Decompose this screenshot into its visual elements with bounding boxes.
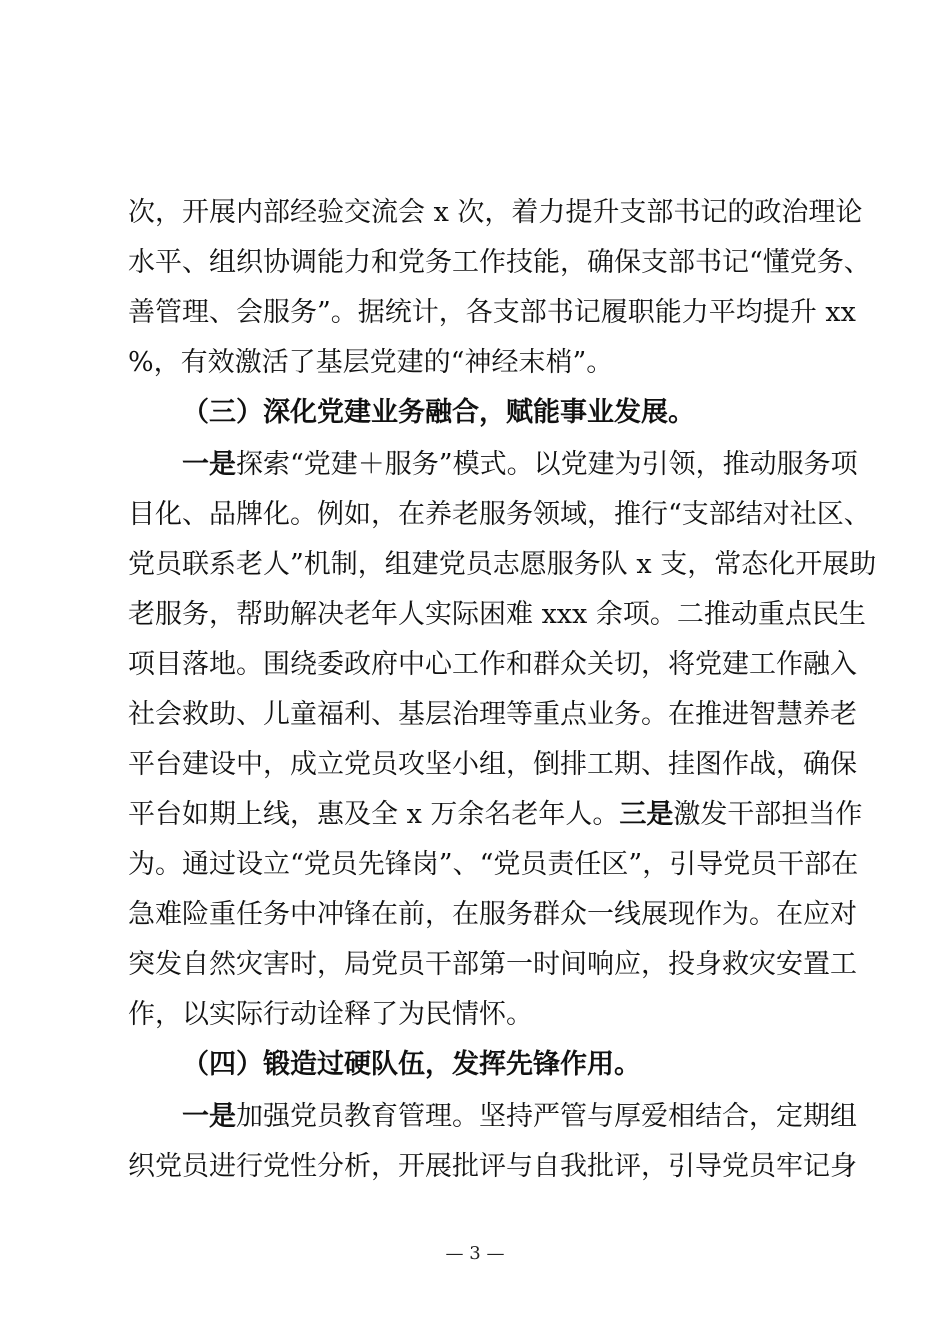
paragraph-text: 探索“党建＋服务”模式。以党建为引领，推动服务项 xyxy=(236,449,858,480)
body-line-1: 次，开展内部经验交流会 x 次，着力提升支部书记的政治理论 xyxy=(128,197,863,228)
section-3-paragraph-line-1 xyxy=(182,446,858,484)
paragraph-text: 平台如期上线，惠及全 x 万余名老年人。 xyxy=(128,799,620,830)
section-3-paragraph-line-9: 为。通过设立“党员先锋岗”、“党员责任区”，引导党员干部在 xyxy=(128,849,859,880)
body-line-4: %，有效激活了基层党建的“神经末梢”。 xyxy=(128,347,614,378)
section-4-heading: （四）锻造过硬队伍，发挥先锋作用。 xyxy=(182,1049,641,1080)
section-3-paragraph-line-8 xyxy=(128,796,863,834)
section-3-paragraph-line-7: 平台建设中，成立党员攻坚小组，倒排工期、挂图作战，确保 xyxy=(128,749,857,780)
section-3-paragraph-line-6: 社会救助、儿童福利、基层治理等重点业务。在推进智慧养老 xyxy=(128,699,857,730)
section-3-paragraph-line-5: 项目落地。围绕委政府中心工作和群众关切，将党建工作融入 xyxy=(128,649,857,680)
section-3-paragraph-line-11: 突发自然灾害时，局党员干部第一时间响应，投身救灾安置工 xyxy=(128,949,857,980)
section-3-paragraph-line-2: 目化、品牌化。例如，在养老服务领域，推行“支部结对社区、 xyxy=(128,499,871,530)
page-number: — 3 — xyxy=(445,1243,505,1264)
lead-phrase-one: 一是 xyxy=(182,1101,236,1132)
section-4-paragraph-line-2: 织党员进行党性分析，开展批评与自我批评，引导党员牢记身 xyxy=(128,1151,857,1182)
paragraph-text: 加强党员教育管理。坚持严管与厚爱相结合，定期组 xyxy=(236,1101,857,1132)
lead-phrase-one: 一是 xyxy=(182,449,236,480)
body-line-2: 水平、组织协调能力和党务工作技能，确保支部书记“懂党务、 xyxy=(128,247,871,278)
section-3-paragraph-line-10: 急难险重任务中冲锋在前，在服务群众一线展现作为。在应对 xyxy=(128,899,857,930)
section-3-paragraph-line-3: 党员联系老人”机制，组建党员志愿服务队 x 支，常态化开展助 xyxy=(128,549,877,580)
lead-phrase-three: 三是 xyxy=(619,799,674,830)
section-3-paragraph-line-4: 老服务，帮助解决老年人实际困难 xxx 余项。二推动重点民生 xyxy=(128,599,866,630)
section-4-paragraph-line-1 xyxy=(182,1098,857,1136)
body-line-3: 善管理、会服务”。据统计，各支部书记履职能力平均提升 xx xyxy=(128,297,856,328)
section-3-paragraph-line-12: 作，以实际行动诠释了为民情怀。 xyxy=(128,999,533,1030)
paragraph-text: 激发干部担当作 xyxy=(673,799,863,830)
section-3-heading: （三）深化党建业务融合，赋能事业发展。 xyxy=(182,397,695,428)
